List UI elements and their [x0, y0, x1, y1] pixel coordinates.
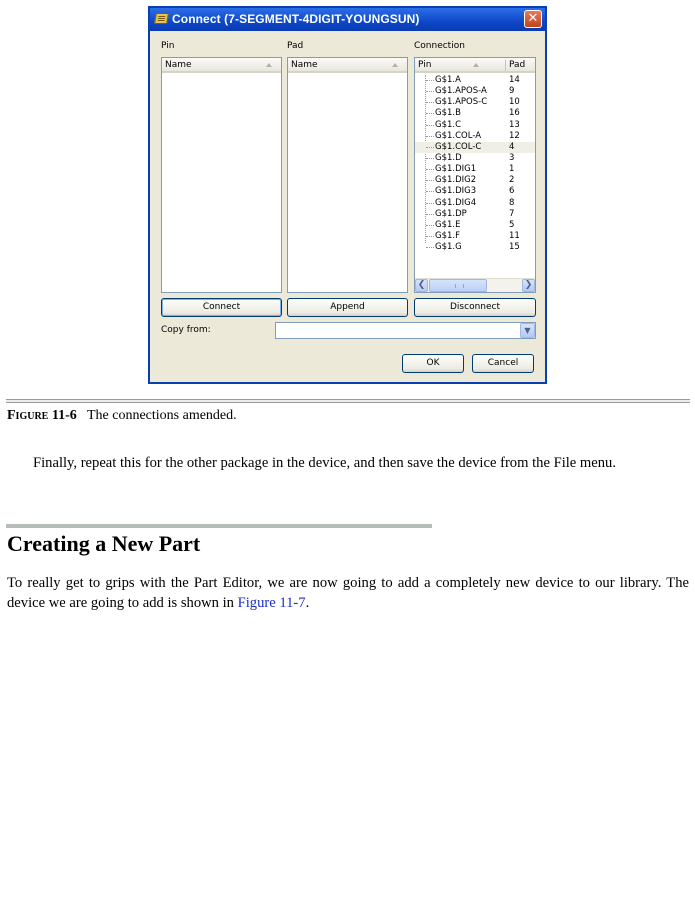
tree-connector [426, 113, 434, 114]
copy-from-label: Copy from: [161, 325, 211, 335]
connection-section-label: Connection [414, 41, 465, 51]
connection-pad: 14 [509, 75, 520, 85]
pad-list-header[interactable] [288, 58, 407, 73]
connection-pad: 7 [509, 208, 515, 219]
connection-list[interactable] [414, 57, 536, 293]
scrollbar-thumb[interactable] [429, 279, 487, 292]
tree-connector [426, 80, 434, 81]
close-icon[interactable]: ✕ [524, 10, 542, 28]
section-rule [6, 524, 432, 528]
sort-up-icon [473, 63, 479, 67]
figure-link[interactable]: Figure 11-7 [237, 595, 306, 611]
connection-row[interactable] [415, 131, 535, 142]
figure-rule [6, 399, 690, 403]
paragraph-text: To really get to grips with the Part Editor, we are now going to add a completely new device to our library. The device we are going to add is shown in [7, 575, 689, 611]
connection-pad: 4 [509, 141, 515, 152]
connection-pad: 11 [509, 230, 520, 241]
connection-pin: G$1.DP [435, 208, 467, 219]
connection-pad: 16 [509, 108, 520, 119]
figure-caption-text: The connections amended. [86, 408, 237, 423]
connection-pad: 2 [509, 175, 515, 186]
paragraph [7, 573, 689, 613]
connection-row[interactable] [415, 164, 535, 175]
connection-pin: G$1.APOS-C [435, 97, 488, 108]
connection-row[interactable] [415, 175, 535, 186]
connection-pin: G$1.COL-A [435, 130, 482, 141]
scroll-right-icon[interactable]: ❯ [522, 279, 535, 292]
tree-connector [426, 158, 434, 159]
connection-row[interactable] [415, 86, 535, 97]
paragraph: Finally, repeat this for the other package in the device, and then save the device from the File menu. [33, 455, 617, 471]
connection-pad: 15 [509, 242, 520, 253]
tree-connector [426, 247, 434, 248]
connection-row[interactable] [415, 153, 535, 164]
pin-list-header[interactable] [162, 58, 281, 73]
connection-pin: G$1.DIG2 [435, 175, 477, 186]
connection-row[interactable] [415, 120, 535, 131]
pad-list[interactable] [287, 57, 408, 293]
connection-pin: G$1.COL-C [435, 141, 482, 152]
connection-pin: G$1.DIG4 [435, 197, 477, 208]
cancel-button[interactable]: Cancel [472, 354, 534, 373]
dialog-title: Connect (7-SEGMENT-4DIGIT-YOUNGSUN) [172, 12, 420, 26]
connect-button[interactable]: Connect [161, 298, 282, 317]
pad-section-label: Pad [287, 41, 304, 51]
append-button[interactable]: Append [287, 298, 408, 317]
connect-dialog [148, 6, 547, 384]
connection-row[interactable] [415, 209, 535, 220]
connection-pad: 8 [509, 197, 515, 208]
tree-connector [426, 203, 434, 204]
connection-pad: 6 [509, 186, 515, 197]
sort-up-icon [266, 63, 272, 67]
connection-pad: 9 [509, 86, 515, 97]
ok-button[interactable]: OK [402, 354, 464, 373]
figure-caption [7, 408, 237, 424]
tree-connector [426, 125, 434, 126]
connection-pad: 10 [509, 97, 520, 108]
connection-pad-column: Pad [509, 60, 526, 70]
pin-list-name-column: Name [165, 60, 192, 70]
section-heading: Creating a New Part [7, 531, 201, 556]
connection-pad: 3 [509, 152, 515, 163]
pin-list[interactable] [161, 57, 282, 293]
connection-pad: 5 [509, 219, 515, 230]
tree-connector [426, 91, 434, 92]
dialog-titlebar[interactable] [150, 8, 545, 31]
grip-icon [455, 284, 464, 288]
connection-pin: G$1.D [435, 152, 462, 163]
pin-section-label: Pin [161, 41, 175, 51]
tree-connector [426, 180, 434, 181]
tree-connector [426, 147, 434, 148]
copy-from-select[interactable] [275, 322, 536, 339]
tree-connector [426, 225, 434, 226]
sort-up-icon [392, 63, 398, 67]
connection-row[interactable] [415, 220, 535, 231]
tree-connector [426, 191, 434, 192]
connection-row[interactable] [415, 108, 535, 119]
disconnect-button[interactable]: Disconnect [414, 298, 536, 317]
chevron-down-icon[interactable]: ▼ [520, 323, 535, 338]
column-separator[interactable] [505, 60, 506, 71]
horizontal-scrollbar[interactable] [415, 278, 535, 292]
connection-row[interactable] [415, 242, 535, 253]
connection-row[interactable] [415, 75, 535, 86]
connection-pin: G$1.B [435, 108, 461, 119]
tree-connector [426, 236, 434, 237]
connection-row[interactable] [415, 97, 535, 108]
pad-list-name-column: Name [291, 60, 318, 70]
connection-pin: G$1.G [435, 242, 462, 253]
tree-connector [426, 136, 434, 137]
connection-pad: 1 [509, 164, 515, 175]
connection-pin: G$1.A [435, 75, 461, 85]
connection-pin: G$1.DIG1 [435, 164, 477, 175]
connection-row[interactable] [415, 142, 535, 153]
connection-row[interactable] [415, 198, 535, 209]
figure-label: Figure 11-6 [7, 408, 77, 423]
connection-pin: G$1.APOS-A [435, 86, 487, 97]
connection-rows [415, 75, 535, 253]
tree-connector [426, 102, 434, 103]
connection-pin-column: Pin [418, 60, 432, 70]
connection-pad: 13 [509, 119, 520, 130]
connection-pad: 12 [509, 130, 520, 141]
scroll-left-icon[interactable]: ❮ [415, 279, 428, 292]
connection-row[interactable] [415, 186, 535, 197]
connection-pin: G$1.E [435, 219, 461, 230]
connection-row[interactable] [415, 231, 535, 242]
paragraph-text-end: . [305, 595, 310, 611]
tree-connector [426, 214, 434, 215]
tree-connector [426, 169, 434, 170]
connection-pin: G$1.C [435, 119, 462, 130]
app-icon [154, 13, 169, 24]
connection-list-header[interactable] [415, 58, 535, 73]
connection-pin: G$1.DIG3 [435, 186, 477, 197]
connection-pin: G$1.F [435, 230, 460, 241]
